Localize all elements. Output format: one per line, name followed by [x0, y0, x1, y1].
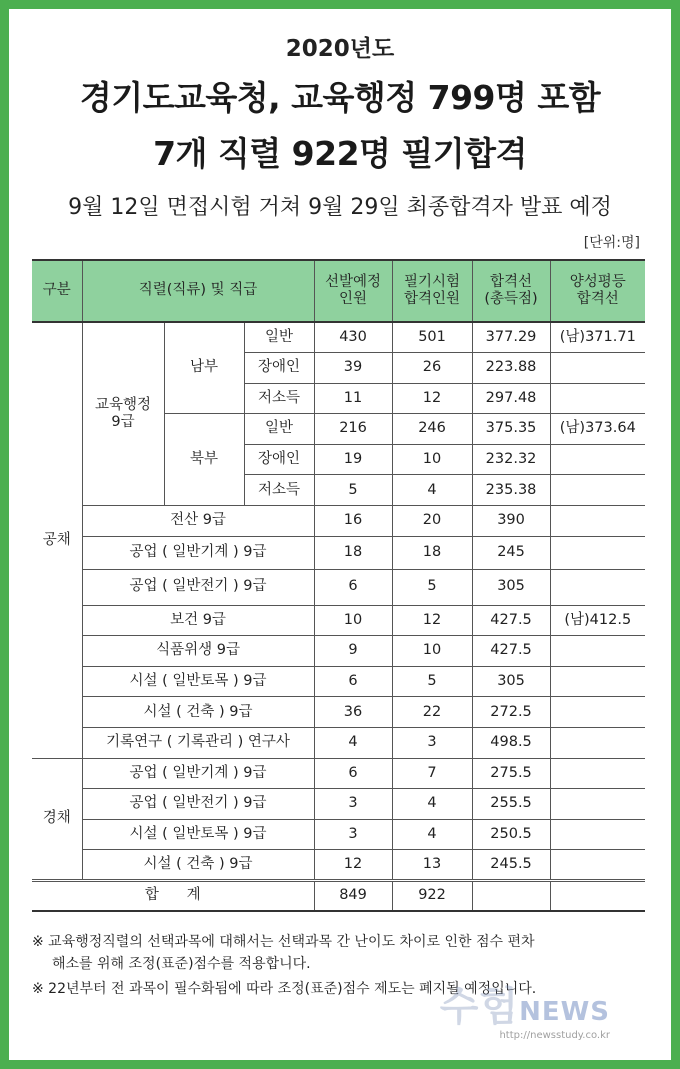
cell-series: 공업 ( 일반전기 ) 9급 [82, 789, 314, 820]
cell-planned: 3 [314, 789, 392, 820]
cell-gender: (남)373.64 [550, 414, 645, 445]
table-row [32, 728, 645, 759]
cell-planned: 10 [314, 605, 392, 636]
cell-passed: 10 [392, 444, 472, 475]
cell-cutoff: 245.5 [472, 850, 550, 881]
cell-cutoff: 297.48 [472, 383, 550, 414]
cell-passed: 12 [392, 605, 472, 636]
header-series: 직렬(직류) 및 직급 [82, 260, 314, 322]
cell-series: 시설 ( 건축 ) 9급 [82, 850, 314, 881]
cell-planned: 16 [314, 506, 392, 537]
cell-passed: 5 [392, 666, 472, 697]
results-table [32, 259, 645, 912]
cell-series: 공업 ( 일반기계 ) 9급 [82, 536, 314, 569]
watermark-logo: 수험NEWS [439, 984, 610, 1030]
cell-gender [550, 636, 645, 667]
cell-gender [550, 850, 645, 881]
cell-cutoff: 232.32 [472, 444, 550, 475]
cell-series: 시설 ( 일반토목 ) 9급 [82, 819, 314, 850]
cell-gender [550, 569, 645, 605]
subtitle: 9월 12일 면접시험 거쳐 9월 29일 최종합격자 발표 예정 [68, 195, 612, 220]
title-line-1: 경기도교육청, 교육행정 799명 포함 [79, 78, 601, 117]
cell-type: 저소득 [244, 475, 314, 506]
cell-gender [550, 383, 645, 414]
table-row [32, 605, 645, 636]
cell-series: 보건 9급 [82, 605, 314, 636]
cell-cutoff: 375.35 [472, 414, 550, 445]
cell-passed: 12 [392, 383, 472, 414]
cell-planned: 9 [314, 636, 392, 667]
year-label: 2020년도 [285, 36, 395, 62]
table-row [32, 758, 645, 789]
cell-planned: 216 [314, 414, 392, 445]
cell-gender [550, 697, 645, 728]
cell-gender: (남)371.71 [550, 322, 645, 353]
cell-gender [550, 444, 645, 475]
table-row [32, 506, 645, 537]
table-row [32, 666, 645, 697]
total-cutoff [472, 881, 550, 912]
cell-gender [550, 789, 645, 820]
table-row [32, 697, 645, 728]
total-row [32, 881, 645, 912]
table-row [32, 536, 645, 569]
cell-planned: 11 [314, 383, 392, 414]
cell-series: 공업 ( 일반기계 ) 9급 [82, 758, 314, 789]
cell-gender [550, 758, 645, 789]
cell-planned: 6 [314, 758, 392, 789]
cell-gender: (남)412.5 [550, 605, 645, 636]
group-gongchae: 공채 [32, 322, 82, 758]
cell-planned: 4 [314, 728, 392, 759]
cell-series: 식품위생 9급 [82, 636, 314, 667]
cell-planned: 3 [314, 819, 392, 850]
cell-series: 시설 ( 건축 ) 9급 [82, 697, 314, 728]
cell-type: 일반 [244, 322, 314, 353]
cell-cutoff: 390 [472, 506, 550, 537]
cell-gender [550, 666, 645, 697]
cell-cutoff: 305 [472, 569, 550, 605]
unit-label: [단위:명] [583, 235, 640, 251]
table-row [32, 322, 645, 353]
cell-passed: 4 [392, 819, 472, 850]
cell-cutoff: 250.5 [472, 819, 550, 850]
cell-passed: 501 [392, 322, 472, 353]
cell-gender [550, 536, 645, 569]
header-planned: 선발예정 인원 [314, 260, 392, 322]
total-passed: 922 [392, 881, 472, 912]
watermark-url: http://newsstudy.co.kr [499, 1030, 610, 1041]
cell-series: 기록연구 ( 기록관리 ) 연구사 [82, 728, 314, 759]
cell-gender [550, 819, 645, 850]
cell-cutoff: 272.5 [472, 697, 550, 728]
cell-cutoff: 427.5 [472, 636, 550, 667]
cell-planned: 18 [314, 536, 392, 569]
table-row [32, 850, 645, 881]
cell-passed: 7 [392, 758, 472, 789]
cell-passed: 22 [392, 697, 472, 728]
total-planned: 849 [314, 881, 392, 912]
cell-passed: 3 [392, 728, 472, 759]
cell-type: 저소득 [244, 383, 314, 414]
cell-cutoff: 223.88 [472, 353, 550, 384]
cell-type: 일반 [244, 414, 314, 445]
cell-passed: 4 [392, 789, 472, 820]
cell-series: 전산 9급 [82, 506, 314, 537]
cell-planned: 6 [314, 569, 392, 605]
cell-passed: 18 [392, 536, 472, 569]
total-gender [550, 881, 645, 912]
cell-planned: 6 [314, 666, 392, 697]
cell-series: 시설 ( 일반토목 ) 9급 [82, 666, 314, 697]
cell-type: 장애인 [244, 444, 314, 475]
header-gender: 양성평등 합격선 [550, 260, 645, 322]
cell-passed: 4 [392, 475, 472, 506]
total-label: 합 계 [32, 881, 314, 912]
cell-passed: 26 [392, 353, 472, 384]
group-edu-admin: 교육행정 9급 [82, 322, 164, 506]
header-category: 구분 [32, 260, 82, 322]
cell-planned: 19 [314, 444, 392, 475]
cell-series: 공업 ( 일반전기 ) 9급 [82, 569, 314, 605]
table-header-row [32, 260, 645, 322]
cell-gender [550, 506, 645, 537]
table-row [32, 636, 645, 667]
region-south: 남부 [164, 322, 244, 414]
cell-passed: 5 [392, 569, 472, 605]
cell-passed: 20 [392, 506, 472, 537]
cell-gender [550, 475, 645, 506]
cell-cutoff: 377.29 [472, 322, 550, 353]
cell-passed: 246 [392, 414, 472, 445]
cell-planned: 12 [314, 850, 392, 881]
cell-planned: 36 [314, 697, 392, 728]
cell-passed: 10 [392, 636, 472, 667]
cell-cutoff: 255.5 [472, 789, 550, 820]
header-cutoff: 합격선 (총득점) [472, 260, 550, 322]
cell-cutoff: 305 [472, 666, 550, 697]
cell-cutoff: 235.38 [472, 475, 550, 506]
cell-cutoff: 275.5 [472, 758, 550, 789]
table-row [32, 819, 645, 850]
cell-cutoff: 498.5 [472, 728, 550, 759]
note-2: ※ 22년부터 전 과목이 필수화됨에 따라 조정(표준)점수 제도는 폐지될 예정입니다. [32, 981, 537, 998]
cell-cutoff: 245 [472, 536, 550, 569]
group-gyeongchae: 경채 [32, 758, 82, 880]
cell-passed: 13 [392, 850, 472, 881]
note-1: ※ 교육행정직렬의 선택과목에 대해서는 선택과목 간 난이도 차이로 인한 점수 편차 해소를 위해 조정(표준)점수를 적용합니다. [32, 934, 535, 972]
header-written: 필기시험 합격인원 [392, 260, 472, 322]
region-north: 북부 [164, 414, 244, 506]
table-row [32, 569, 645, 605]
cell-gender [550, 353, 645, 384]
cell-planned: 5 [314, 475, 392, 506]
cell-type: 장애인 [244, 353, 314, 384]
cell-planned: 430 [314, 322, 392, 353]
cell-cutoff: 427.5 [472, 605, 550, 636]
title-line-2: 7개 직렬 922명 필기합격 [153, 134, 527, 173]
cell-gender [550, 728, 645, 759]
cell-planned: 39 [314, 353, 392, 384]
table-row [32, 789, 645, 820]
